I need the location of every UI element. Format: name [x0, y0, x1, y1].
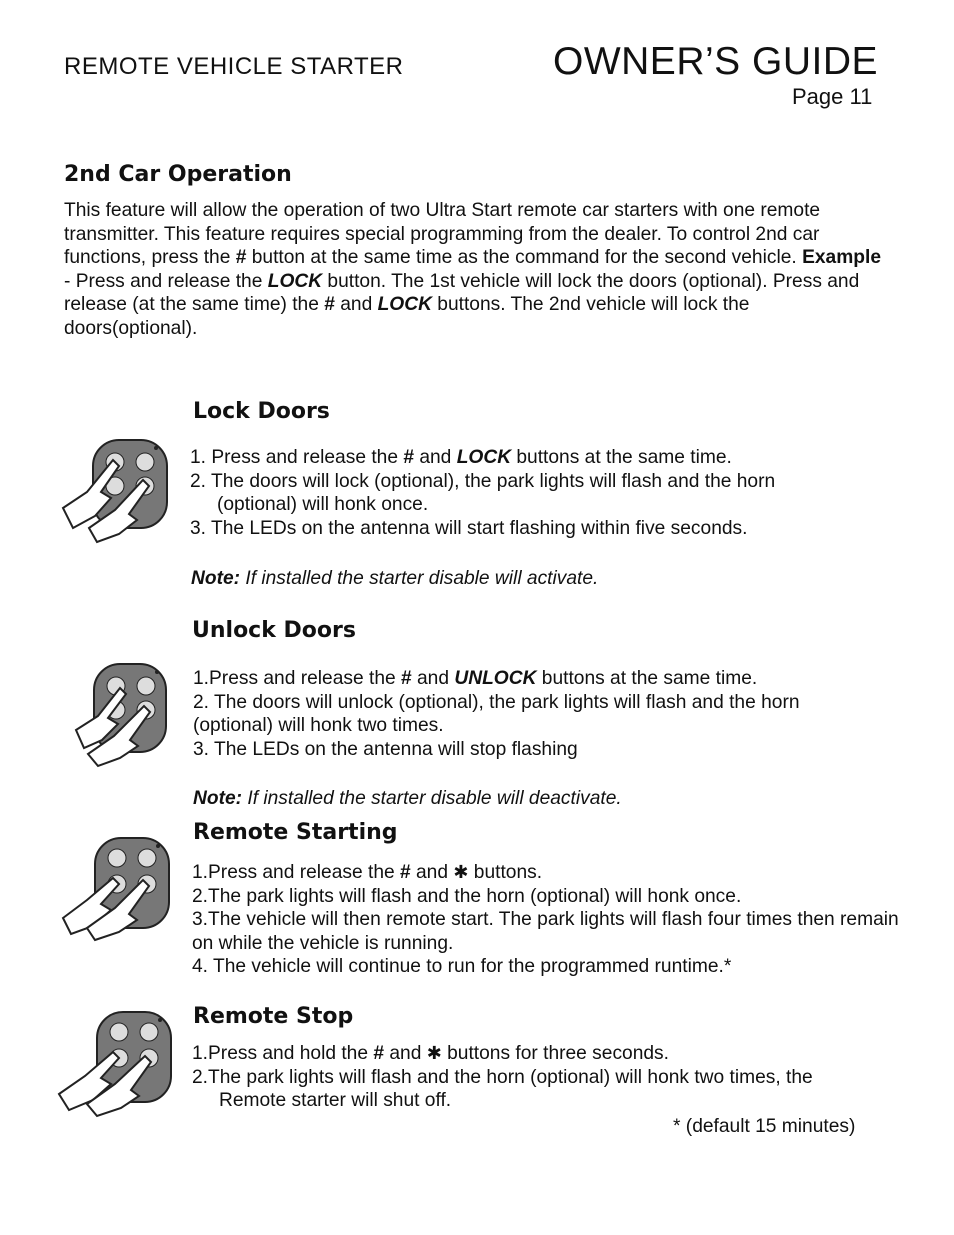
section-heading-lock-doors: Lock Doors — [193, 399, 330, 424]
page-number: Page 11 — [792, 84, 873, 109]
remote-stop-steps: 1.Press and hold the # and ✱ buttons for three seconds. 2.The park lights will flash and the horn (optional) will honk two times, the Remote starter will shut off. — [192, 1043, 813, 1112]
section-heading-2nd-car: 2nd Car Operation — [64, 162, 292, 187]
unlock-doors-note: Note: If installed the starter disable will deactivate. — [193, 788, 622, 809]
page-title: OWNER’S GUIDE — [553, 40, 879, 83]
lock-doors-note: Note: If installed the starter disable will activate. — [191, 568, 599, 589]
section-heading-remote-starting: Remote Starting — [193, 820, 398, 845]
header-subtitle: REMOTE VEHICLE STARTER — [64, 53, 404, 80]
remote-press-icon — [55, 436, 175, 546]
unlock-doors-steps: 1.Press and release the # and UNLOCK buttons at the same time. 2. The doors will unlock (optional), the park lights will flash and the horn (optional) will honk two times. 3. The LEDs on the antenna will stop flashing — [193, 668, 800, 760]
remote-press-icon — [57, 834, 175, 944]
lock-doors-steps: 1. Press and release the # and LOCK buttons at the same time. 2. The doors will lock (optional), the park lights will flash and the horn (optional) will honk once. 3. The LEDs on the antenna will start flashing within five seconds. — [190, 447, 776, 539]
section-heading-unlock-doors: Unlock Doors — [192, 618, 356, 643]
star-icon: ✱ — [453, 862, 469, 882]
second-car-paragraph: This feature will allow the operation of two Ultra Start remote car starters with one remote transmitter. This feature requires special programming from the dealer. To control 2nd car functions, press the # button at the same time as the command for the second vehicle. Example - Press and release the LOCK button. The 1st vehicle will lock the doors (optional). Press and release (at the same time) the # and LOCK buttons. The 2nd vehicle will lock the doors(optional). — [64, 200, 882, 339]
footnote: * (default 15 minutes) — [673, 1116, 856, 1137]
section-heading-remote-stop: Remote Stop — [193, 1004, 354, 1029]
remote-press-icon — [72, 660, 172, 770]
star-icon: ✱ — [426, 1043, 442, 1063]
remote-press-icon — [55, 1008, 173, 1118]
remote-starting-steps: 1.Press and release the # and ✱ buttons. 2.The park lights will flash and the horn (optional) will honk once. 3.The vehicle will then remote start. The park lights will flash four times then remain on while the vehicle is running. 4. The vehicle will continue to run for the programmed runtime.* — [192, 862, 899, 978]
